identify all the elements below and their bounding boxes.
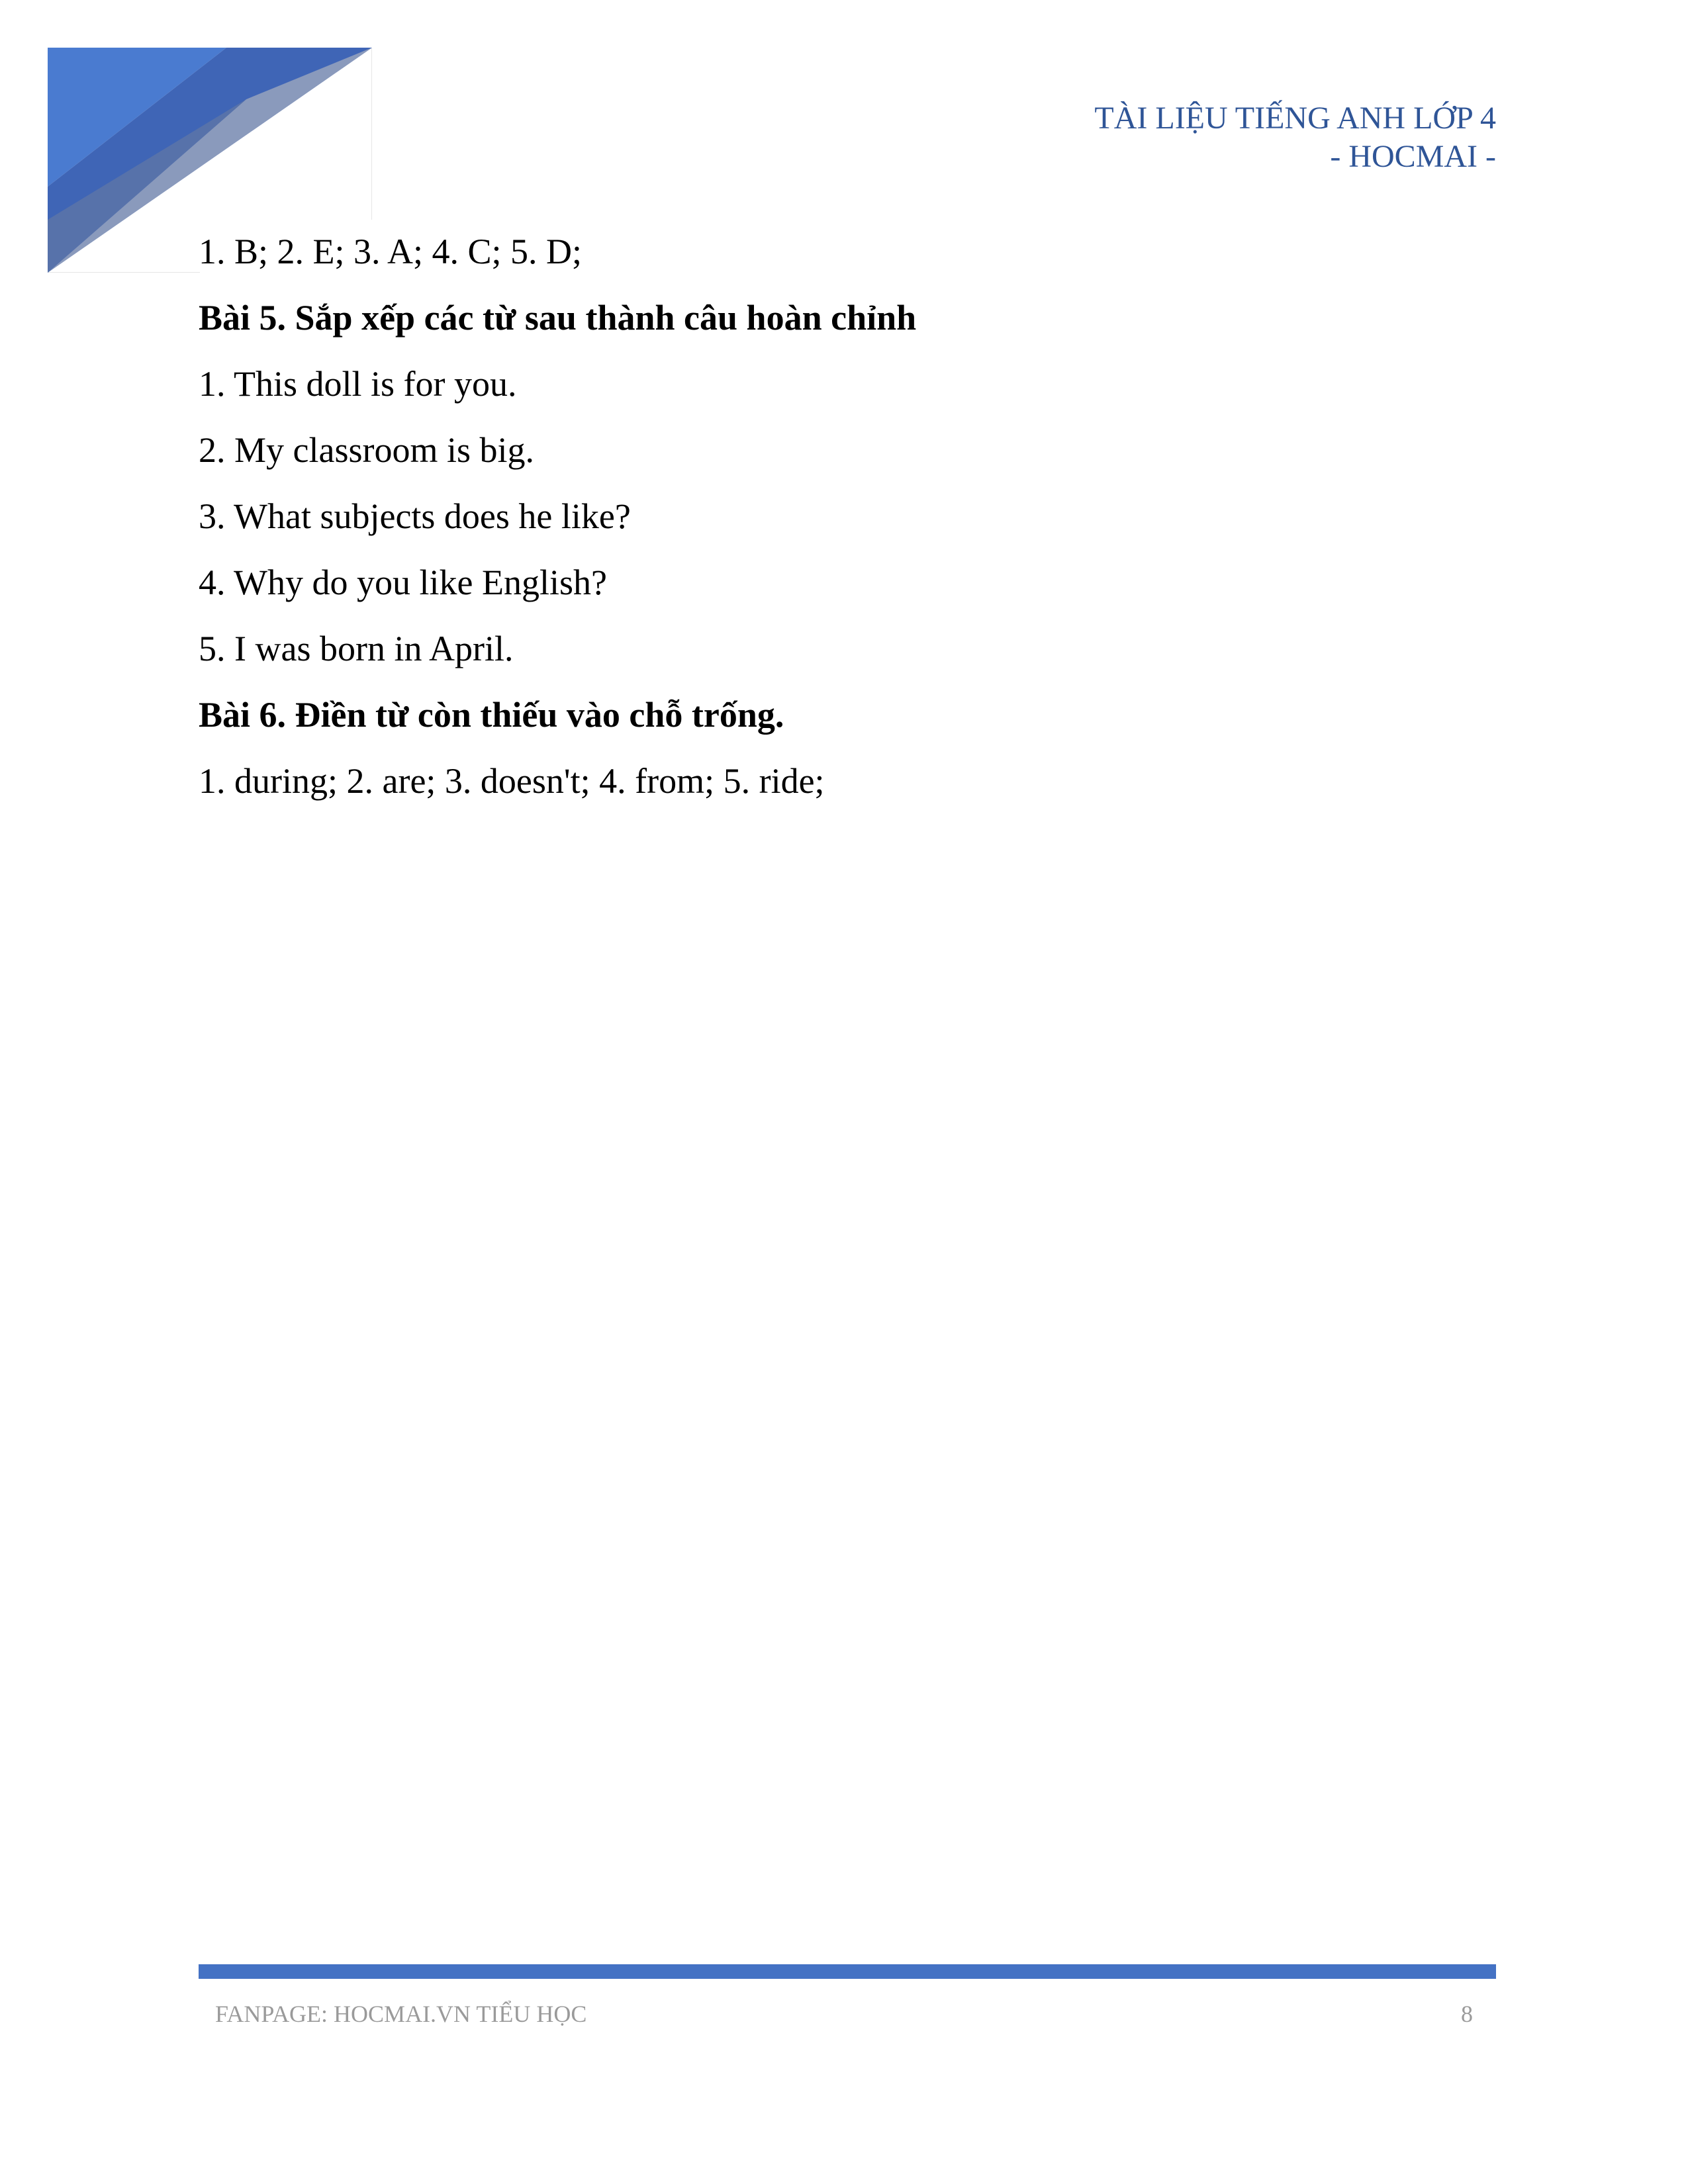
header-title: TÀI LIỆU TIẾNG ANH LỚP 4 xyxy=(1094,101,1496,136)
document-header xyxy=(1094,99,1496,176)
bai5-answer-1: 1. This doll is for you. xyxy=(199,364,517,404)
bai5-heading: Bài 5. Sắp xếp các từ sau thành câu hoàn chỉnh xyxy=(199,298,917,338)
header-subtitle: - HOCMAI - xyxy=(1330,139,1496,174)
footer-divider xyxy=(199,1964,1496,1979)
bai4-answer-line: 1. B; 2. E; 3. A; 4. C; 5. D; xyxy=(199,232,583,271)
bai5-answer-2: 2. My classroom is big. xyxy=(199,430,534,470)
bai6-heading: Bài 6. Điền từ còn thiếu vào chỗ trống. xyxy=(199,695,784,735)
bai6-answer-line: 1. during; 2. are; 3. doesn't; 4. from; 5. ride; xyxy=(199,761,825,801)
bai5-answer-4: 4. Why do you like English? xyxy=(199,563,607,602)
page-number: 8 xyxy=(1461,2001,1473,2027)
document-body xyxy=(199,218,1496,814)
bai5-answer-5: 5. I was born in April. xyxy=(199,629,514,668)
bai5-answer-3: 3. What subjects does he like? xyxy=(199,496,631,536)
footer-label: FANPAGE: HOCMAI.VN TIỂU HỌC xyxy=(215,2001,587,2027)
